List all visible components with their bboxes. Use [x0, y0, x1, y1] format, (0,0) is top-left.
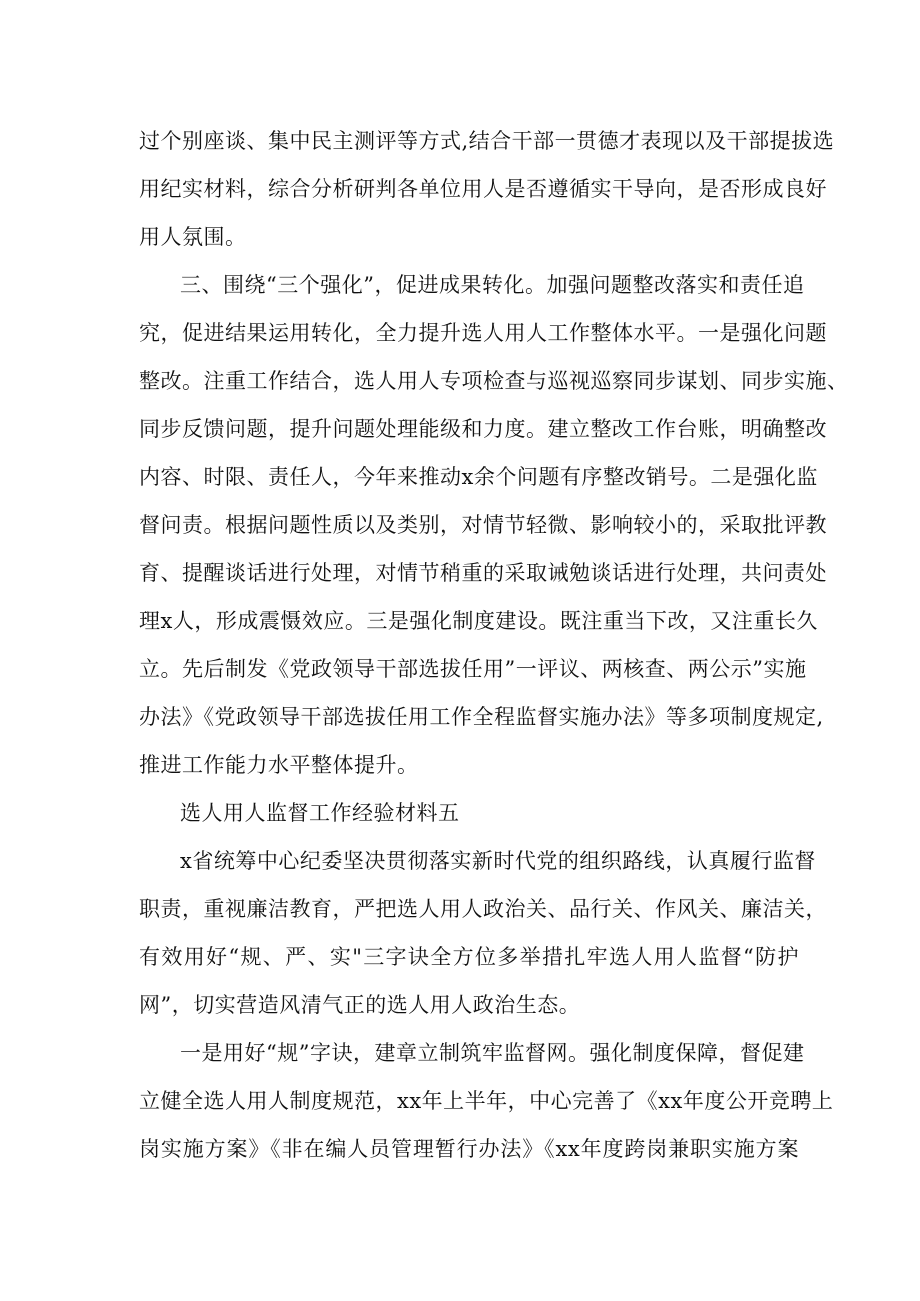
paragraph-line: 内容、时限、责任人，今年来推动x余个问题有序整改销号。二是强化监 [139, 465, 818, 489]
paragraph-line: 岗实施方案》《非在编人员管理暂行办法》《xx年度跨岗兼职实施方案 [139, 1137, 799, 1161]
paragraph-line: 立。先后制发《党政领导干部选拔任用”一评议、两核查、两公示”实施 [139, 657, 807, 681]
paragraph-line: 理x人，形成震慑效应。三是强化制度建设。既注重当下改，又注重长久 [139, 609, 818, 633]
paragraph-line: 用人氛围。 [139, 225, 247, 249]
paragraph-line: 督问责。根据问题性质以及类别，对情节轻微、影响较小的，采取批评教 [139, 513, 827, 537]
paragraph-line: 推进工作能力水平整体提升。 [139, 753, 419, 777]
paragraph-line: 网”，切实营造风清气正的选人用人政治生态。 [139, 993, 581, 1017]
paragraph-line: 一是用好“规”字诀，建章立制筑牢监督网。强化制度保障，督促建 [180, 1041, 805, 1065]
paragraph-line: 有效用好“规、严、实"三字诀全方位多举措扎牢选人用人监督“防护 [139, 945, 799, 969]
paragraph-line: 整改。注重工作结合，选人用人专项检查与巡视巡察同步谋划、同步实施、 [139, 369, 849, 393]
paragraph-line: x省统筹中心纪委坚决贯彻落实新时代党的组织路线，认真履行监督 [180, 849, 816, 873]
section-title: 选人用人监督工作经验材料五 [180, 801, 460, 825]
paragraph-line: 过个别座谈、集中民主测评等方式,结合干部一贯德才表现以及干部提拔选 [139, 129, 835, 153]
paragraph-line: 职责，重视廉洁教育，严把选人用人政治关、品行关、作风关、廉洁关， [139, 897, 827, 921]
paragraph-line: 立健全选人用人制度规范，xx年上半年，中心完善了《xx年度公开竞聘上 [139, 1089, 834, 1113]
paragraph-line: 育、提醒谈话进行处理，对情节稍重的采取诫勉谈话进行处理，共问责处 [139, 561, 827, 585]
paragraph-line: 办法》《党政领导干部选拔任用工作全程监督实施办法》等多项制度规定, [139, 705, 824, 729]
paragraph-line: 同步反馈问题，提升问题处理能级和力度。建立整改工作台账，明确整改 [139, 417, 827, 441]
paragraph-line: 用纪实材料，综合分析研判各单位用人是否遵循实干导向，是否形成良好 [139, 177, 827, 201]
section-heading-line: 三、围绕“三个强化”，促进成果转化。加强问题整改落实和责任追 [180, 273, 805, 297]
paragraph-line: 究，促进结果运用转化，全力提升选人用人工作整体水平。一是强化问题 [139, 321, 827, 345]
